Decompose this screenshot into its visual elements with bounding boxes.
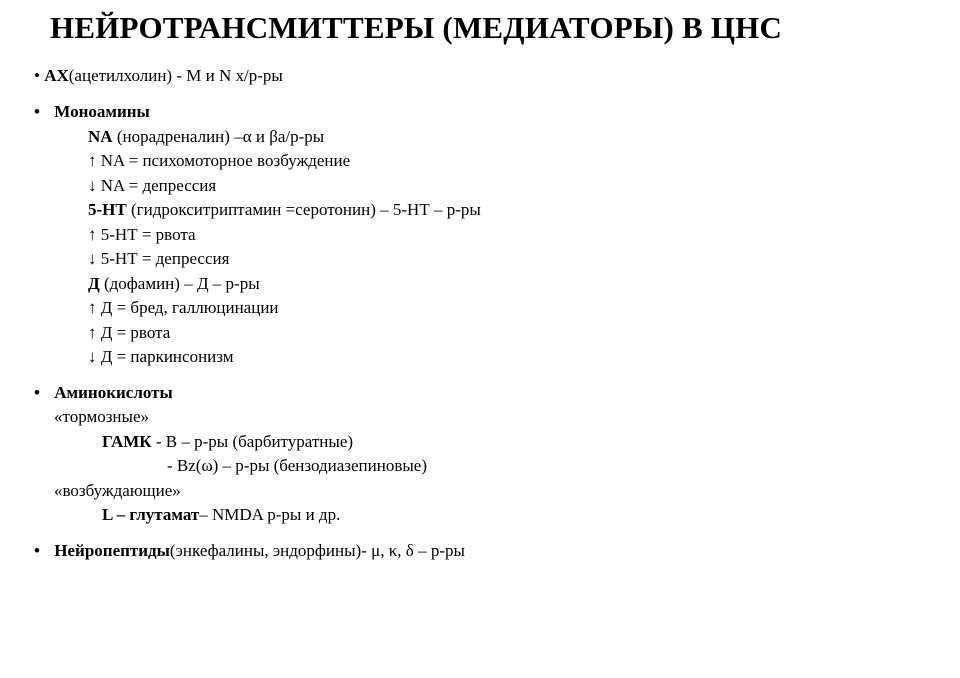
ht-down-line: ↓ 5-НТ = депрессия xyxy=(88,249,230,268)
excit-line: «возбуждающие» xyxy=(54,481,181,500)
na-line xyxy=(88,127,324,147)
ht-term: 5-НТ xyxy=(88,200,127,219)
na-down-line: ↓ NA = депрессия xyxy=(88,176,217,195)
gaba-term: ГАМК xyxy=(102,432,152,451)
d-up2-line: ↑ Д = рвота xyxy=(88,323,171,342)
list-item-neuropeptides xyxy=(34,541,465,561)
amino-heading: Аминокислоты xyxy=(54,383,173,402)
page-title: НЕЙРОТРАНСМИТТЕРЫ (МЕДИАТОРЫ) В ЦНС xyxy=(50,10,783,45)
bullet: • xyxy=(34,541,40,560)
list-item-amino xyxy=(34,383,173,403)
ht-up-line: ↑ 5-НТ = рвота xyxy=(88,225,196,244)
d-up1-line: ↑ Д = бред, галлюцинации xyxy=(88,298,279,317)
d-down-line: ↓ Д = паркинсонизм xyxy=(88,347,234,366)
bullet: • xyxy=(34,383,40,402)
bz-line: - Bz(ω) – р-ры (бензодиазепиновые) xyxy=(167,456,427,475)
monoamines-heading: Моноамины xyxy=(54,102,150,121)
na-term: NA xyxy=(88,127,113,146)
glu-text: – NMDA р-ры и др. xyxy=(199,505,341,524)
bullet: • xyxy=(34,66,40,85)
neuro-term: Нейропептиды xyxy=(54,541,170,560)
bullet: • xyxy=(34,102,40,121)
gaba-line xyxy=(102,432,353,452)
d-text: (дофамин) – Д – р-ры xyxy=(99,274,260,293)
neuro-text: (энкефалины, эндорфины)- μ, κ, δ – р-ры xyxy=(169,541,465,560)
list-item-ach xyxy=(34,66,283,86)
ach-term: АХ xyxy=(44,66,69,85)
d-term: Д xyxy=(88,274,100,293)
ht-line xyxy=(88,200,481,220)
gaba-text: - B – р-ры (барбитуратные) xyxy=(151,432,354,451)
glu-line xyxy=(102,505,340,525)
na-text: (норадреналин) –α и βа/р-ры xyxy=(112,127,325,146)
d-line xyxy=(88,274,260,294)
ach-text: (ацетилхолин) - M и N х/р-ры xyxy=(68,66,283,85)
na-up-line: ↑ NA = психомоторное возбуждение xyxy=(88,151,351,170)
glu-term: L – глутамат xyxy=(102,505,200,524)
inhib-line: «тормозные» xyxy=(54,407,149,426)
ht-text: (гидрокситриптамин =серотонин) – 5-НТ – р-ры xyxy=(126,200,481,219)
list-item-monoamines xyxy=(34,102,150,122)
